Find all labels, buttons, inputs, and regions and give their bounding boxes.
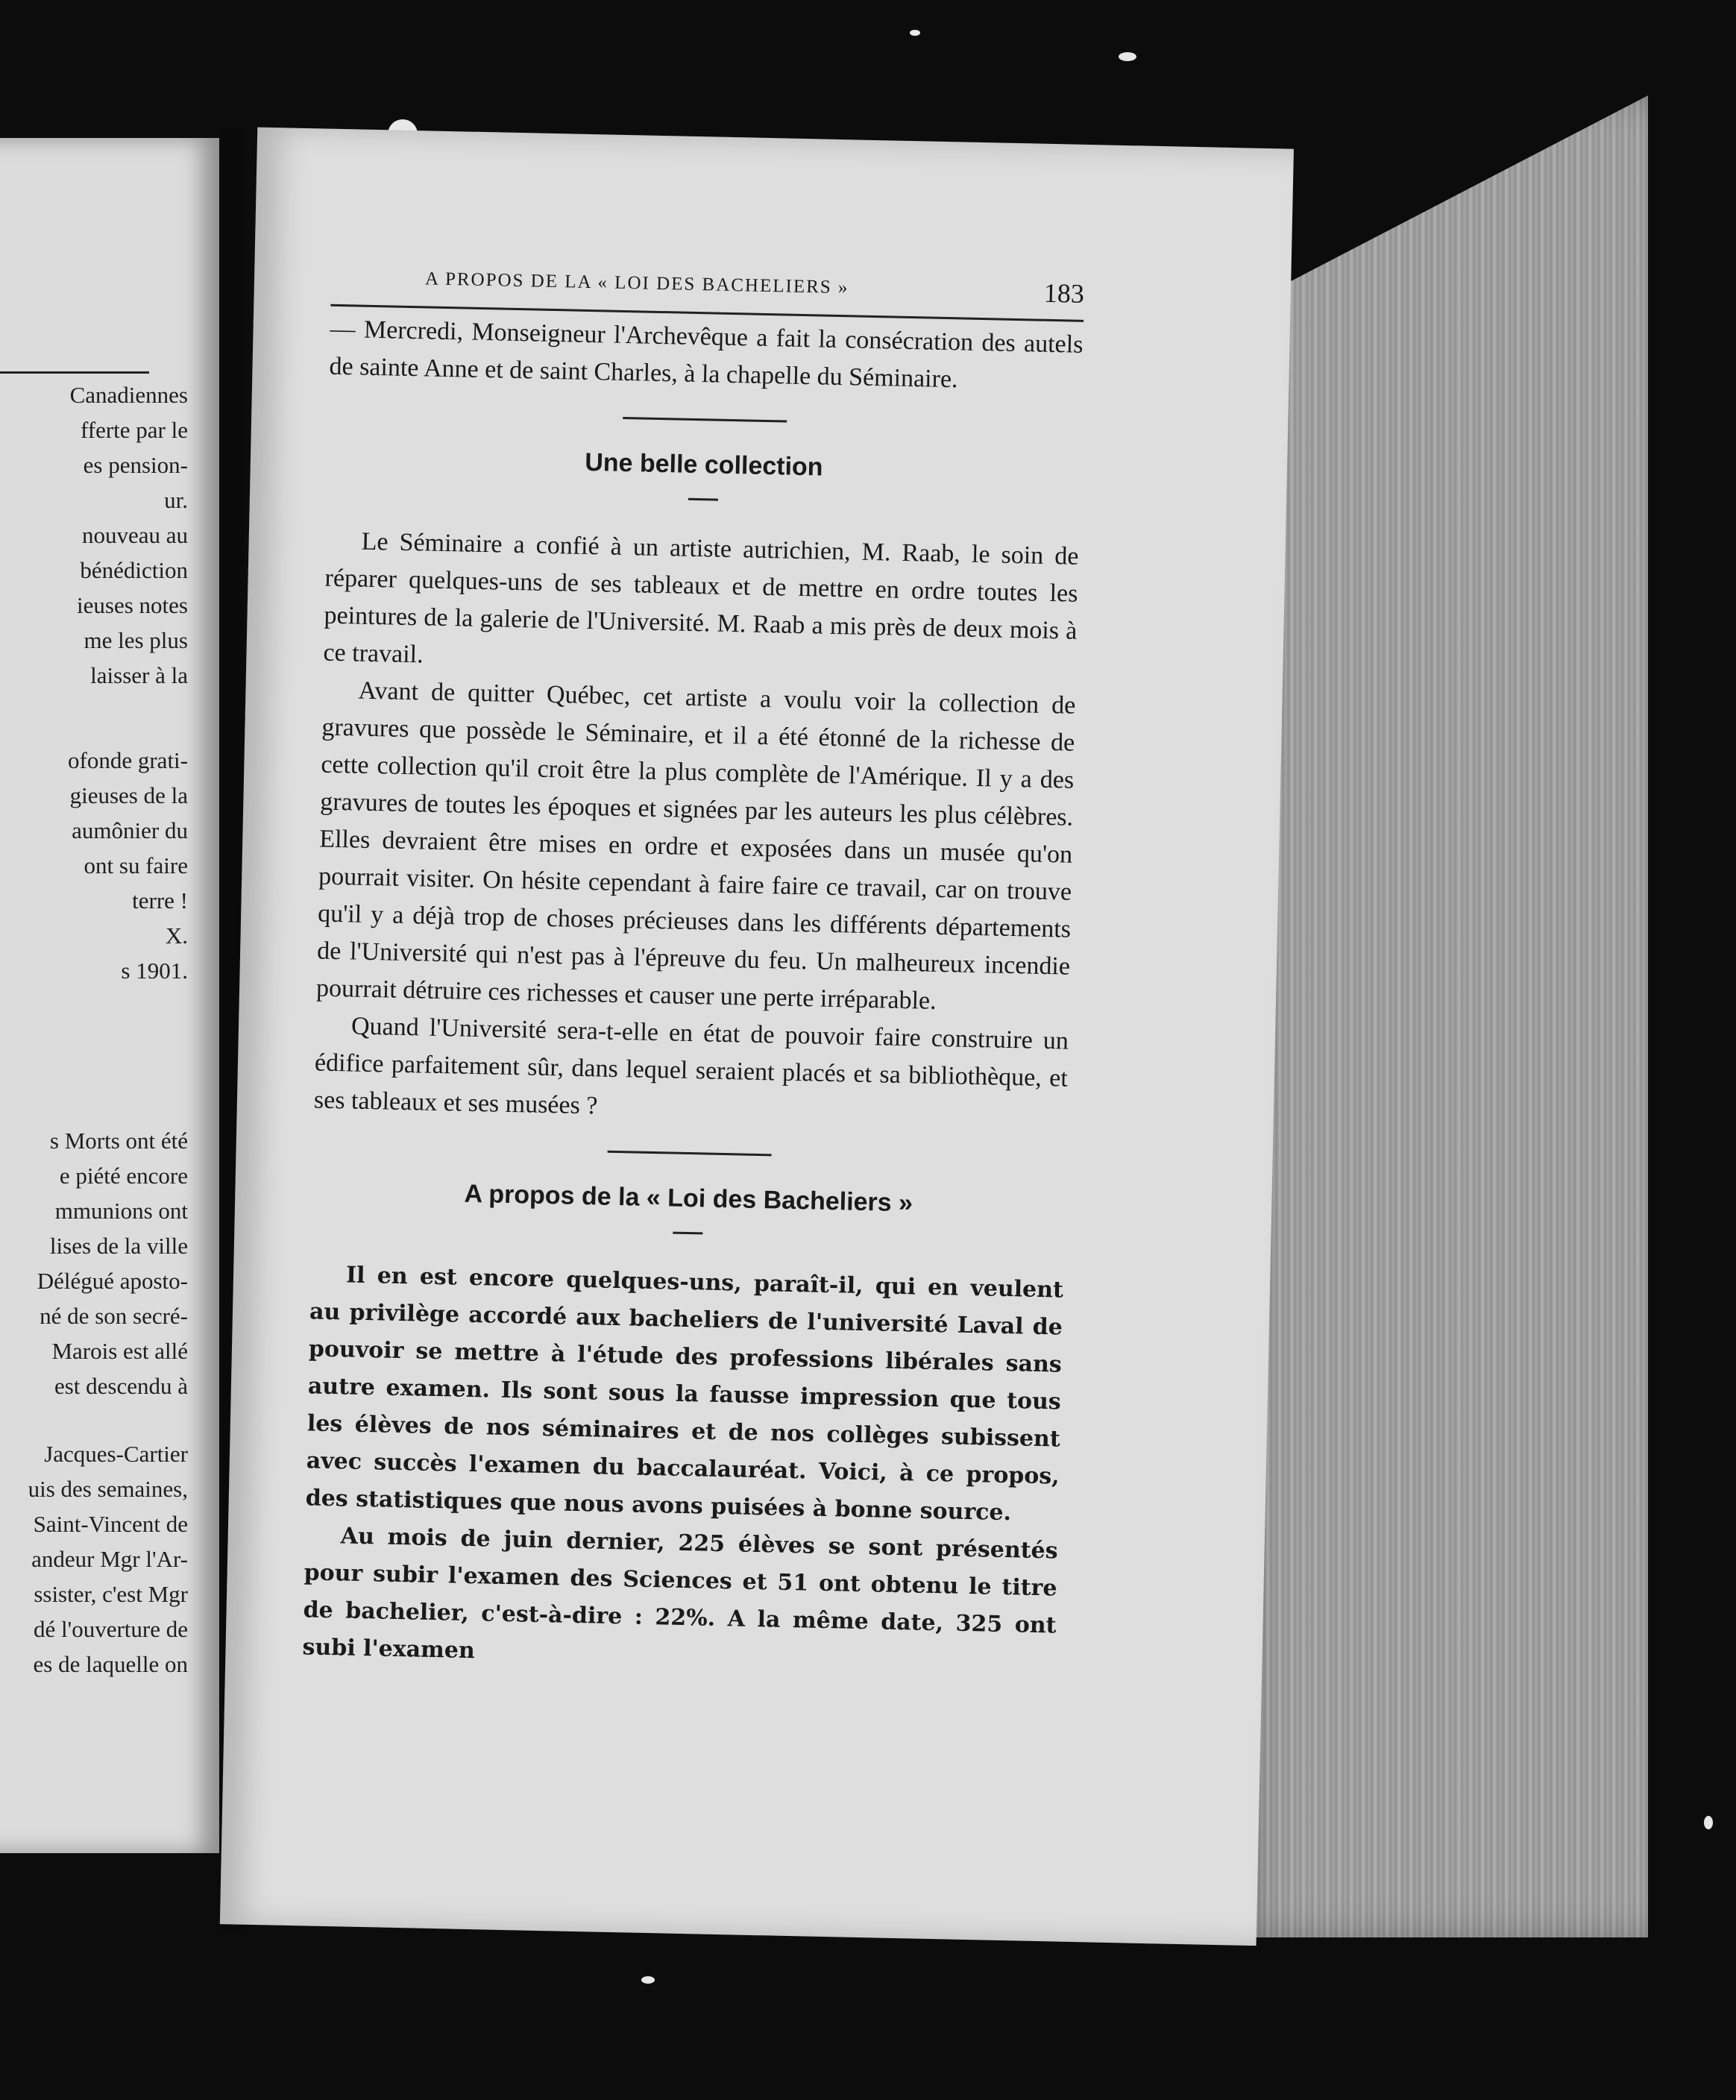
paragraph: Avant de quitter Québec, cet artiste a voulu voir la collection de gravures que possède le Séminaire, et il a été étonné de la richesse de cette collection qu'il croit être la plus complète de l'Amérique. Il y a des gravures de toutes les époques et signées par les auteurs les plus célèbres. Elles devraient être mises en ordre et exposées dans un musée qu'on pourrait visiter. On hésite cependant à faire faire ce travail, car on trouve qu'il y a déjà trop de choses précieuses dans les différents départements de l'Université qui n'est pas à l'épreuve du feu. Un malheureux incendie pourrait détruire ces richesses et causer une perte irréparable. (315, 676, 1076, 1015)
left-page-line: Canadiennes (69, 382, 188, 408)
left-page-line: ofonde grati- (68, 747, 188, 773)
left-page-line: né de son secré- (40, 1303, 188, 1329)
left-page-line: es pension- (83, 452, 188, 478)
section-heading: A propos de la « Loi des Bacheliers » (464, 1179, 913, 1218)
left-page-line: lises de la ville (49, 1233, 188, 1259)
dust-speck (1119, 52, 1136, 61)
left-page-line: Délégué aposto- (37, 1268, 188, 1294)
page-content (302, 267, 1084, 1682)
left-page-line: laisser à la (90, 662, 188, 688)
running-head (330, 267, 1084, 320)
left-page-line: Jacques-Cartier (44, 1441, 188, 1467)
paragraph: Le Séminaire a confié à un artiste autrichien, M. Raab, le soin de réparer quelques-uns de ses tableaux et de mettre en ordre toutes les peintures de la galerie de l'Université. M. Raab a mis près de deux mois à ce travail. (323, 527, 1079, 669)
section-heading: Une belle collection (584, 447, 823, 482)
left-page-line: ur. (164, 487, 188, 513)
paragraph: Quand l'Université sera-t-elle en état de pouvoir faire construire un édifice parfaitement sûr, dans lequel seraient placés et sa bibliothèque, et ses tableaux et ses musées ? (313, 1012, 1069, 1120)
bold-section (302, 1256, 1063, 1682)
paragraph: Il en est encore quelques-uns, paraît-il, qui en veulent au privilège accordé aux bacheliers de l'université Laval de pouvoir se mettre à l'étude des professions libérales sans autre examen. Ils sont sous la fausse impression que tous les élèves de nos séminaires et de nos collèges subissent avec succès l'examen du baccalauréat. Voici, à ce propos, des statistiques que nous avons puisées à bonne source. (305, 1262, 1064, 1527)
left-page-line: est descendu à (54, 1373, 188, 1399)
left-page-line: s Morts ont été (49, 1128, 188, 1154)
left-page-line: nouveau au (81, 522, 188, 548)
left-page-line: dé l'ouverture de (34, 1616, 188, 1642)
left-page-line: aumônier du (72, 817, 188, 843)
left-page-line: fferte par le (81, 417, 188, 443)
dust-speck (910, 30, 920, 36)
intro-paragraph: — Mercredi, Monseigneur l'Archevêque a fait la consécration des autels de sainte Anne et de saint Charles, à la chapelle du Séminaire. (329, 315, 1084, 394)
left-page-line: uis des semaines, (28, 1476, 188, 1502)
left-page-line: ieuses notes (77, 592, 188, 618)
left-page-line: s 1901. (121, 958, 188, 984)
left-page-line: X. (165, 922, 188, 949)
heading-dash (673, 1232, 702, 1235)
paragraph: Au mois de juin dernier, 225 élèves se sont présentés pour subir l'examen des Sciences et 51 ont obtenu le titre de bachelier, c'est-à-dire : 22%. A la même date, 325 ont subi l'examen (302, 1523, 1058, 1664)
left-page-line: ssister, c'est Mgr (34, 1581, 188, 1607)
heading-dash (688, 498, 718, 501)
left-page-line: ont su faire (84, 852, 188, 878)
left-page-line: terre ! (132, 887, 188, 914)
section-separator (608, 1151, 772, 1157)
left-page-line: Marois est allé (51, 1338, 188, 1364)
left-page-rule (0, 371, 149, 374)
left-page-line: mmunions ont (54, 1198, 188, 1224)
left-page-line: Saint-Vincent de (33, 1511, 188, 1537)
running-title: A PROPOS DE LA « LOI DES BACHELIERS » (424, 268, 849, 298)
dust-speck (641, 1976, 655, 1984)
left-page-line: me les plus (84, 627, 188, 653)
page-183 (220, 128, 1294, 1946)
left-page-line: es de laquelle on (33, 1651, 188, 1677)
left-page-line: e piété encore (59, 1163, 188, 1189)
left-page (0, 138, 221, 1853)
page-number: 183 (1043, 277, 1085, 309)
left-page-line: andeur Mgr l'Ar- (31, 1546, 188, 1572)
left-page-line: gieuses de la (69, 782, 188, 808)
dust-speck (1704, 1816, 1713, 1829)
left-page-line: bénédiction (80, 557, 188, 583)
section-separator (623, 417, 787, 423)
